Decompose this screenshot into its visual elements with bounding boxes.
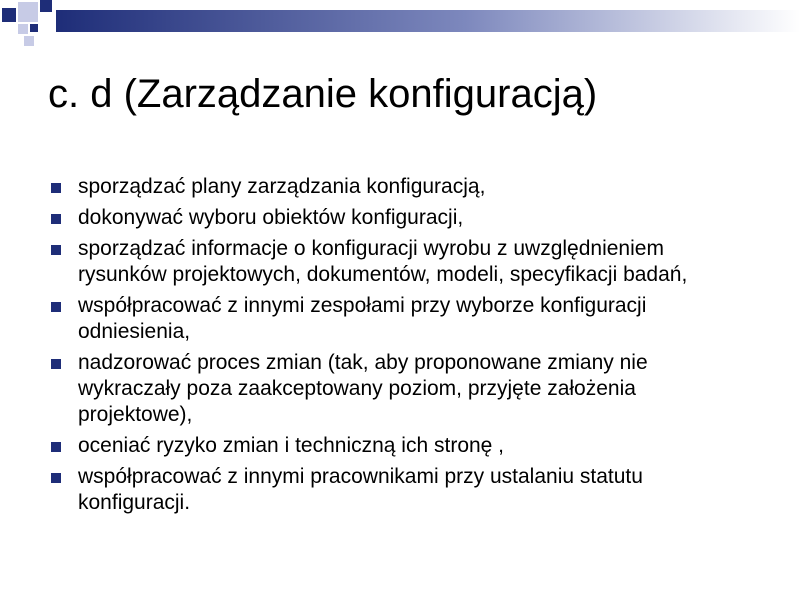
bullet-text: sporządzać plany zarządzania konfiguracją, xyxy=(78,175,486,198)
header-square-light xyxy=(18,24,28,34)
bullet-item xyxy=(48,464,748,516)
bullet-item xyxy=(48,174,748,200)
header-gradient-bar xyxy=(56,10,800,32)
slide-title: c. d (Zarządzanie konfiguracją) xyxy=(48,72,598,116)
bullet-item xyxy=(48,350,748,428)
header-square-light xyxy=(24,36,34,46)
square-bullet-icon xyxy=(51,245,61,255)
header-square-dark xyxy=(40,0,52,12)
bullet-item xyxy=(48,293,748,345)
decorative-header-squares xyxy=(0,0,800,50)
bullet-item xyxy=(48,433,748,459)
header-square-light xyxy=(18,2,38,22)
square-bullet-icon xyxy=(51,442,61,452)
bullet-list xyxy=(48,174,748,521)
bullet-item xyxy=(48,205,748,231)
bullet-item xyxy=(48,236,748,288)
square-bullet-icon xyxy=(51,473,61,483)
bullet-text: dokonywać wyboru obiektów konfiguracji, xyxy=(78,206,464,229)
square-bullet-icon xyxy=(51,302,61,312)
bullet-text: nadzorować proces zmian (tak, aby proponowane zmiany nie wykraczały poza zaakceptowany poziom, przyjęte założenia projektowe), xyxy=(78,351,648,426)
square-bullet-icon xyxy=(51,214,61,224)
square-bullet-icon xyxy=(51,359,61,369)
bullet-text: oceniać ryzyko zmian i techniczną ich stronę , xyxy=(78,434,505,457)
square-bullet-icon xyxy=(51,183,61,193)
bullet-text: sporządzać informacje o konfiguracji wyrobu z uwzględnieniem rysunków projektowych, dokumentów, modeli, specyfikacji badań, xyxy=(78,237,688,286)
bullet-text: współpracować z innymi pracownikami przy ustalaniu statutu konfiguracji. xyxy=(78,465,643,514)
header-square-dark xyxy=(30,24,38,32)
header-square-dark xyxy=(2,8,16,22)
bullet-text: współpracować z innymi zespołami przy wyborze konfiguracji odniesienia, xyxy=(78,294,647,343)
